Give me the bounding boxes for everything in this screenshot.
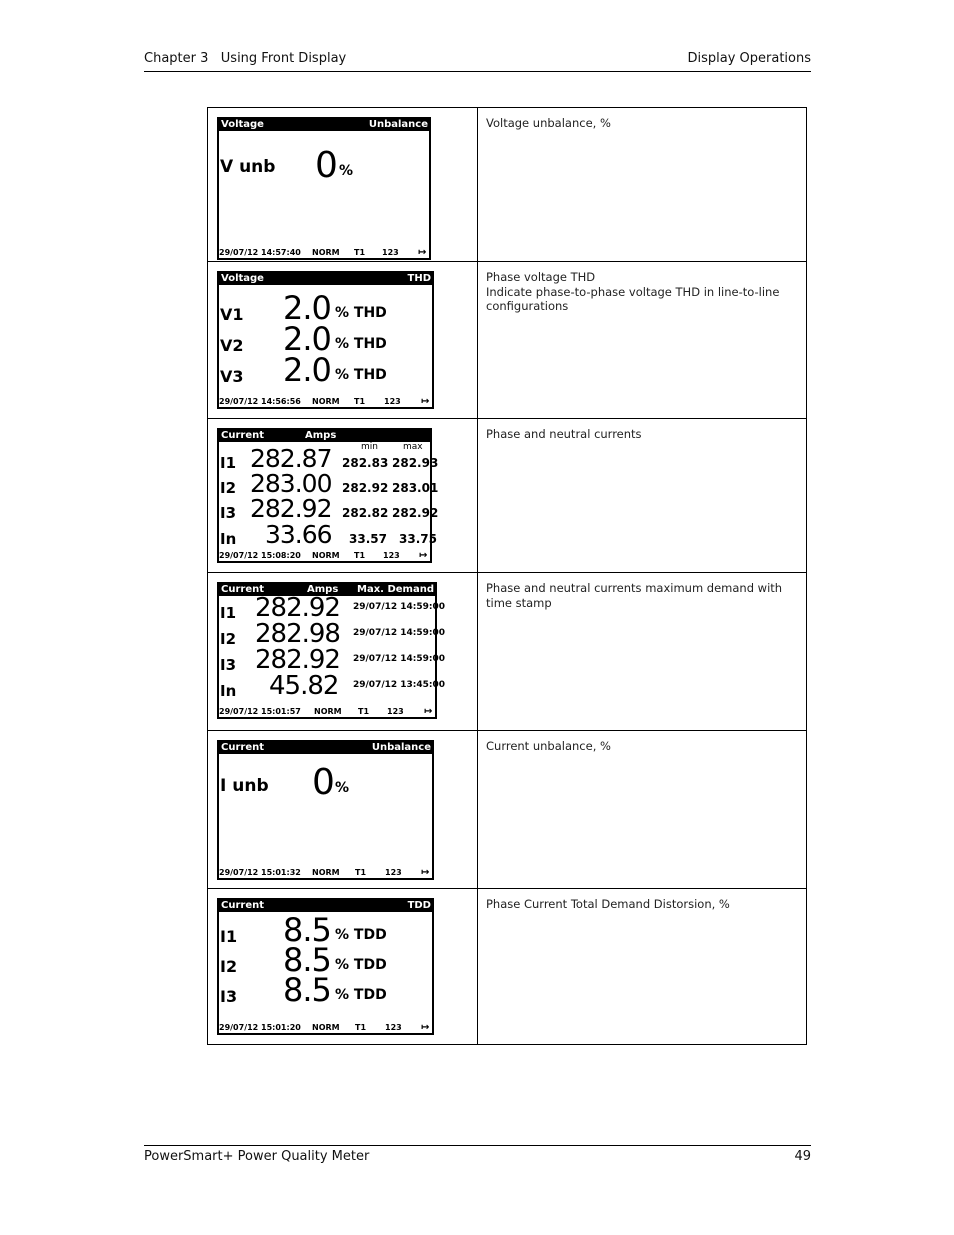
lcd-label: I3 <box>220 656 237 674</box>
table-row <box>208 573 807 731</box>
lcd-cell <box>208 262 478 419</box>
lcd-currents <box>217 428 439 563</box>
status-mode: NORM <box>312 248 340 257</box>
lcd-value: 45.82 <box>269 671 339 701</box>
lcd-status-bar <box>219 1022 432 1033</box>
lcd-cell <box>208 108 478 262</box>
status-datetime: 29/07/12 15:01:20 <box>219 1023 301 1032</box>
lcd-title-mid: Amps <box>305 430 337 441</box>
lcd-voltage-thd <box>217 271 434 409</box>
status-datetime: 29/07/12 14:57:40 <box>219 248 301 257</box>
lcd-status-bar <box>219 867 432 878</box>
section-title: Display Operations <box>687 51 811 66</box>
lcd-max: 283.01 <box>392 481 439 495</box>
product-name: PowerSmart+ Power Quality Meter <box>144 1149 370 1164</box>
status-tariff: T1 <box>355 868 367 877</box>
description-line: Phase Current Total Demand Distorsion, % <box>486 897 730 911</box>
page-header <box>144 51 811 72</box>
lcd-label: I2 <box>220 630 237 648</box>
lcd-cell <box>208 419 478 573</box>
status-mode: NORM <box>314 707 342 716</box>
lcd-value: 33.66 <box>265 520 332 549</box>
status-channels: 123 <box>384 397 401 406</box>
page-footer <box>144 1145 811 1164</box>
description-cell <box>478 889 807 1045</box>
lcd-value: 282.92 <box>250 494 332 523</box>
description-line: Phase voltage THD <box>486 270 596 284</box>
lcd-min: 33.57 <box>349 532 387 546</box>
description-cell <box>478 731 807 889</box>
lcd-title-right: Max. Demand <box>357 584 434 595</box>
lcd-cell <box>208 573 478 731</box>
lcd-title-right: THD <box>407 273 431 284</box>
lcd-min: 282.82 <box>342 506 389 520</box>
lcd-title: Current <box>221 900 265 911</box>
table-row <box>208 889 807 1045</box>
col-min-label: min <box>361 442 378 452</box>
table-row <box>208 262 807 419</box>
lcd-current-tdd <box>217 898 434 1035</box>
lcd-label: I1 <box>220 604 237 622</box>
description-line: Indicate phase-to-phase voltage THD in line-to-line configurations <box>486 284 780 313</box>
table-row <box>208 731 807 889</box>
table-row <box>208 419 807 573</box>
lcd-value: 282.98 <box>255 619 340 649</box>
col-max-label: max <box>403 442 423 452</box>
lcd-cell <box>208 731 478 889</box>
lcd-voltage-unbalance <box>217 117 431 260</box>
status-channels: 123 <box>383 551 400 560</box>
lcd-status-bar <box>219 550 430 561</box>
lcd-label: In <box>220 682 237 700</box>
status-mode: NORM <box>312 397 340 406</box>
lcd-unit: % THD <box>335 367 387 383</box>
lcd-value: 2.0 <box>283 320 331 358</box>
lcd-label: I3 <box>220 987 238 1006</box>
status-datetime: 29/07/12 15:01:57 <box>219 707 301 716</box>
description-cell <box>478 108 807 262</box>
status-tariff: T1 <box>354 248 366 257</box>
status-tariff: T1 <box>358 707 370 716</box>
lcd-title: Voltage <box>221 119 264 130</box>
description-line: Current unbalance, % <box>486 739 611 753</box>
lcd-label: V1 <box>220 305 244 324</box>
lcd-unit: % <box>335 780 350 796</box>
description-line: Phase and neutral currents maximum demand with time stamp <box>486 581 783 610</box>
lcd-unit: % THD <box>335 305 387 321</box>
arrow-icon: ↦ <box>421 867 430 878</box>
status-channels: 123 <box>382 248 399 257</box>
lcd-timestamp: 29/07/12 14:59:00 <box>353 654 446 664</box>
lcd-value: 282.87 <box>250 444 332 473</box>
lcd-label: V2 <box>220 336 244 355</box>
arrow-icon: ↦ <box>419 550 428 561</box>
description-cell <box>478 262 807 419</box>
lcd-value: 0 <box>312 762 334 803</box>
lcd-label: V unb <box>220 157 276 177</box>
lcd-value: 282.92 <box>255 593 340 623</box>
display-table <box>207 107 807 1045</box>
status-tariff: T1 <box>355 1023 367 1032</box>
arrow-icon: ↦ <box>418 247 427 258</box>
chapter-title: Chapter 3 Using Front Display <box>144 51 347 66</box>
status-datetime: 29/07/12 15:08:20 <box>219 551 301 560</box>
lcd-unit: % <box>339 163 354 179</box>
status-datetime: 29/07/12 15:01:32 <box>219 868 301 877</box>
lcd-title-right: Unbalance <box>368 119 428 130</box>
lcd-value: 2.0 <box>283 289 331 327</box>
lcd-max: 282.92 <box>392 506 439 520</box>
lcd-title-right: Unbalance <box>371 742 431 753</box>
lcd-min: 282.83 <box>342 456 389 470</box>
description-line: Voltage unbalance, % <box>486 116 611 130</box>
lcd-timestamp: 29/07/12 13:45:00 <box>353 680 446 690</box>
lcd-title-right: TDD <box>407 900 431 911</box>
description-cell <box>478 419 807 573</box>
lcd-unit: % TDD <box>335 927 387 943</box>
lcd-label: I2 <box>220 957 238 976</box>
lcd-current-unbalance <box>217 740 434 880</box>
lcd-value: 0 <box>315 145 337 186</box>
status-mode: NORM <box>312 1023 340 1032</box>
lcd-label: In <box>220 530 237 548</box>
status-channels: 123 <box>385 868 402 877</box>
status-tariff: T1 <box>354 551 366 560</box>
status-channels: 123 <box>387 707 404 716</box>
lcd-unit: % THD <box>335 336 387 352</box>
lcd-max: 33.75 <box>399 532 437 546</box>
lcd-timestamp: 29/07/12 14:59:00 <box>353 628 446 638</box>
arrow-icon: ↦ <box>421 396 430 407</box>
status-datetime: 29/07/12 14:56:56 <box>219 397 301 406</box>
lcd-timestamp: 29/07/12 14:59:00 <box>353 602 446 612</box>
lcd-title: Current <box>221 584 265 595</box>
lcd-max-demand <box>217 582 446 719</box>
description-cell <box>478 573 807 731</box>
lcd-label: I unb <box>220 776 269 796</box>
lcd-title: Current <box>221 742 265 753</box>
lcd-value: 2.0 <box>283 351 331 389</box>
lcd-value: 8.5 <box>283 911 331 949</box>
lcd-title: Voltage <box>221 273 264 284</box>
status-tariff: T1 <box>354 397 366 406</box>
lcd-min: 282.92 <box>342 481 389 495</box>
lcd-label: I2 <box>220 479 237 497</box>
status-mode: NORM <box>312 868 340 877</box>
lcd-cell <box>208 889 478 1045</box>
status-channels: 123 <box>385 1023 402 1032</box>
lcd-status-bar <box>219 247 429 258</box>
page-number: 49 <box>794 1149 811 1164</box>
lcd-label: V3 <box>220 367 244 386</box>
status-mode: NORM <box>312 551 340 560</box>
description-line: Phase and neutral currents <box>486 427 642 441</box>
lcd-max: 282.93 <box>392 456 439 470</box>
lcd-label: I3 <box>220 504 237 522</box>
lcd-label: I1 <box>220 927 238 946</box>
lcd-title-mid: Amps <box>307 584 339 595</box>
lcd-title: Current <box>221 430 265 441</box>
lcd-value: 8.5 <box>283 941 331 979</box>
lcd-unit: % TDD <box>335 957 387 973</box>
lcd-value: 283.00 <box>250 469 332 498</box>
lcd-status-bar <box>219 396 432 407</box>
lcd-unit: % TDD <box>335 987 387 1003</box>
lcd-value: 8.5 <box>283 971 331 1009</box>
lcd-label: I1 <box>220 454 237 472</box>
table-row <box>208 108 807 262</box>
arrow-icon: ↦ <box>424 706 433 717</box>
lcd-status-bar <box>219 706 435 717</box>
arrow-icon: ↦ <box>421 1022 430 1033</box>
lcd-value: 282.92 <box>255 645 340 675</box>
